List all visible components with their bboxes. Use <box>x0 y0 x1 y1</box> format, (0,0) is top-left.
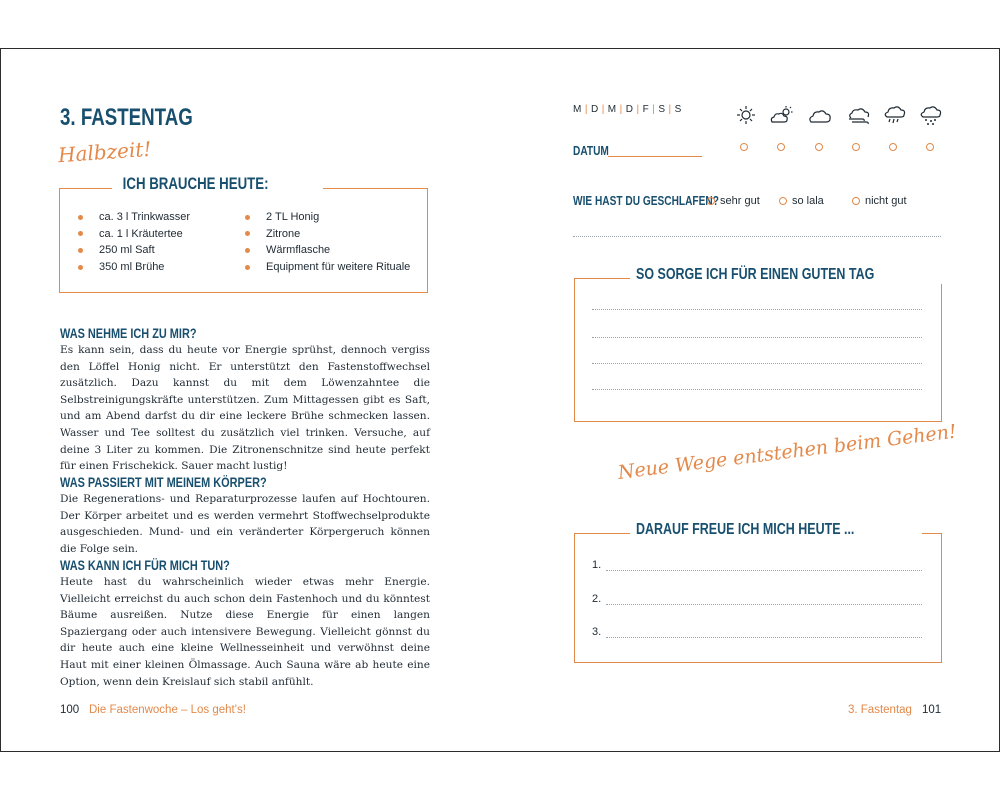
page-number-right: 101 <box>922 704 942 716</box>
wind-cloud-icon <box>846 104 872 126</box>
looking-forward-line-2[interactable] <box>606 604 922 605</box>
page-title: 3. FASTENTAG <box>60 104 193 131</box>
list-item: ca. 3 l Trinkwasser <box>78 209 190 226</box>
section-text: Heute hast du wahrscheinlich wieder etwas mehr Energie. Vielleicht erreichst du auch schon dein Fastenhoch und du könntest Bäume ausreißen. Nutze diese Energie für einen langen Spaziergang oder auch intensivere Bewegung. Vielleicht gönnst du dir heute auch eine kleine Wellnesseinheit und verwöhnst deine Haut mit einer kleinen Ölmassage. Auch Sauna wäre ab heute eine Option, wenn dein Kreislauf sich stabil anfühlt. <box>60 576 430 688</box>
list-item: Equipment für weitere Rituale <box>245 259 410 276</box>
weekday-selector: M | D | M | D | F | S | S <box>573 104 682 115</box>
section-heading: WAS NEHME ICH ZU MIR? <box>60 325 197 341</box>
item-number-3: 3. <box>592 626 602 638</box>
sleep-option-not-good[interactable]: nicht gut <box>852 195 907 207</box>
weekday-mon[interactable]: M <box>573 104 582 115</box>
needs-box-heading-wrap <box>112 174 323 194</box>
weekday-fri[interactable]: F <box>642 104 650 115</box>
good-day-heading-wrap <box>630 264 948 284</box>
date-label: DATUM <box>573 143 609 158</box>
section-heading: WAS PASSIERT MIT MEINEM KÖRPER? <box>60 474 267 490</box>
list-item: 2 TL Honig <box>245 209 410 226</box>
sleep-option-so-so[interactable]: so lala <box>779 195 824 207</box>
weekday-thu[interactable]: D <box>625 104 634 115</box>
sleep-question: WIE HAST DU GESCHLAFEN? <box>573 193 719 208</box>
item-number-2: 2. <box>592 593 602 605</box>
sun-cloud-icon <box>769 104 795 126</box>
section-text: Es kann sein, dass du heute vor Energie sprühst, dennoch vergiss den Löffel Honig nicht. Er unterstützt den Fastenstoffwechsel zusätzlich. Dazu kannst du mit dem Löwenzahntee die Selbstreinigungskräfte unterstützen. Zum Mittagessen gibt es Saft, und am Abend darfst du dir eine leckere Brühe schmecken lassen. Wasser und Tee solltest du zusätzlich viel trinken. Versuche, auf deine 3 Liter zu kommen. Die Zitronenschnitze sind heute perfekt für einen Frischekick. Sauer macht lustig! <box>60 344 430 473</box>
bullet-icon <box>245 215 250 220</box>
handwritten-note: Halbzeit! <box>57 136 153 168</box>
radio-circle-icon <box>852 197 860 205</box>
needs-list-col2 <box>245 209 410 275</box>
bullet-icon <box>245 231 250 236</box>
looking-forward-heading: DARAUF FREUE ICH MICH HEUTE ... <box>636 521 855 538</box>
looking-forward-line-3[interactable] <box>606 637 922 638</box>
list-item: Zitrone <box>245 226 410 243</box>
bullet-icon <box>78 248 83 253</box>
good-day-box <box>574 278 942 422</box>
weather-radio-snow[interactable] <box>926 143 934 151</box>
list-item: 350 ml Brühe <box>78 259 190 276</box>
bullet-icon <box>245 248 250 253</box>
weekday-wed[interactable]: M <box>607 104 617 115</box>
snow-cloud-icon <box>918 104 944 126</box>
looking-forward-line-1[interactable] <box>606 570 922 571</box>
section-text: Die Regenerations- und Reparaturprozesse laufen auf Hochtouren. Der Körper arbeitet und es werden vermehrt Stoffwechselprodukte ausgeschieden. Mund- und ein veränderter Körpergeruch können die Folge sein. <box>60 493 430 555</box>
sun-icon <box>733 104 759 126</box>
running-title-left: Die Fastenwoche – Los geht's! <box>89 704 246 716</box>
weekday-sat[interactable]: S <box>658 104 666 115</box>
weather-radio-rain[interactable] <box>889 143 897 151</box>
sleep-notes-line[interactable] <box>573 236 941 237</box>
weather-radio-sun[interactable] <box>740 143 748 151</box>
good-day-line-2[interactable] <box>592 337 922 338</box>
good-day-heading: SO SORGE ICH FÜR EINEN GUTEN TAG <box>636 266 875 283</box>
list-item: ca. 1 l Kräutertee <box>78 226 190 243</box>
handwritten-quote: Neue Wege entstehen beim Gehen! <box>616 420 958 484</box>
section-heading: WAS KANN ICH FÜR MICH TUN? <box>60 557 230 573</box>
needs-box-heading: ICH BRAUCHE HEUTE: <box>118 174 273 194</box>
weekday-tue[interactable]: D <box>590 104 599 115</box>
radio-circle-icon <box>707 197 715 205</box>
list-item: 250 ml Saft <box>78 242 190 259</box>
bullet-icon <box>245 265 250 270</box>
weekday-sun[interactable]: S <box>674 104 682 115</box>
list-item: Wärmflasche <box>245 242 410 259</box>
looking-forward-heading-wrap <box>630 519 922 539</box>
item-number-1: 1. <box>592 559 602 571</box>
cloud-icon <box>807 104 833 126</box>
good-day-line-3[interactable] <box>592 363 922 364</box>
bullet-icon <box>78 265 83 270</box>
weather-radio-wind[interactable] <box>852 143 860 151</box>
running-title-right: 3. Fastentag <box>848 704 912 716</box>
weather-radio-cloud[interactable] <box>815 143 823 151</box>
needs-list-col1 <box>78 209 190 275</box>
bullet-icon <box>78 231 83 236</box>
radio-circle-icon <box>779 197 787 205</box>
bullet-icon <box>78 215 83 220</box>
rain-cloud-icon <box>882 104 908 126</box>
good-day-line-1[interactable] <box>592 309 922 310</box>
looking-forward-box <box>574 533 942 663</box>
page-number-left: 100 <box>60 704 80 716</box>
sleep-option-very-good[interactable]: sehr gut <box>707 195 760 207</box>
good-day-line-4[interactable] <box>592 389 922 390</box>
date-field[interactable] <box>608 156 702 157</box>
weather-radio-sun-cloud[interactable] <box>777 143 785 151</box>
